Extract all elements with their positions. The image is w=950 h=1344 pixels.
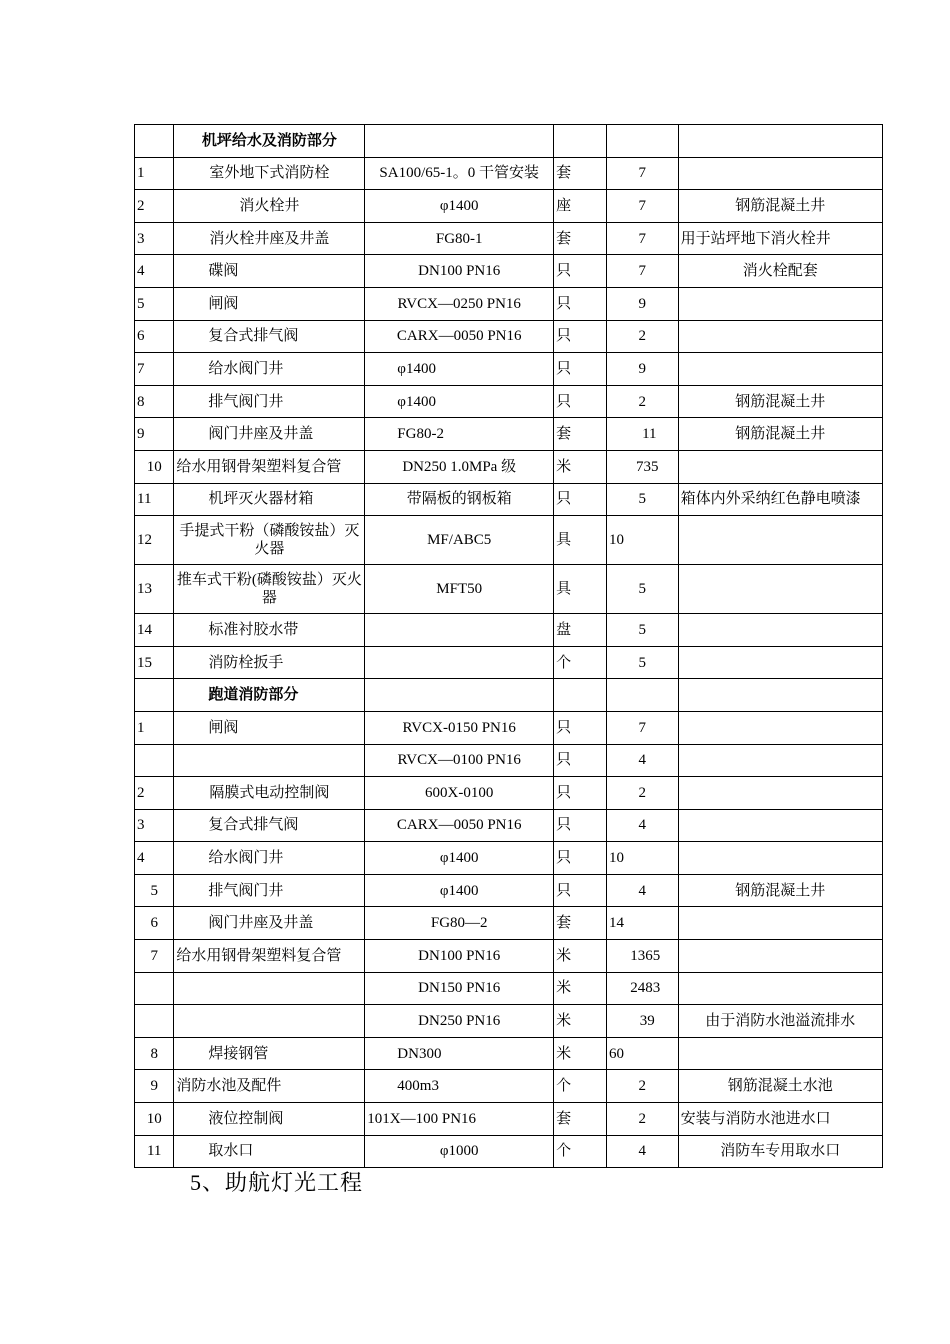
- item-name: 闸阀: [174, 287, 365, 320]
- table-row: [135, 418, 883, 451]
- section-title: 跑道消防部分: [174, 679, 365, 712]
- item-note: 钢筋混凝土井: [678, 385, 882, 418]
- qty-cell: [607, 679, 679, 712]
- item-quantity: 10: [607, 516, 679, 565]
- item-unit: 只: [554, 711, 607, 744]
- item-number: 5: [135, 874, 174, 907]
- item-number: 11: [135, 483, 174, 516]
- item-unit: 套: [554, 157, 607, 190]
- item-unit: 盘: [554, 614, 607, 647]
- item-number: 5: [135, 287, 174, 320]
- item-number: [135, 744, 174, 777]
- section-heading: 5、助航灯光工程: [190, 1170, 364, 1195]
- item-quantity: 7: [607, 190, 679, 223]
- item-spec: RVCX—0250 PN16: [365, 287, 554, 320]
- item-number: 2: [135, 190, 174, 223]
- table-row: [135, 777, 883, 810]
- table-row: [135, 255, 883, 288]
- item-number: 3: [135, 222, 174, 255]
- item-spec: DN250 PN16: [365, 1005, 554, 1038]
- item-name: 消火栓井: [174, 190, 365, 223]
- item-name: [174, 1005, 365, 1038]
- item-unit: 个: [554, 646, 607, 679]
- item-number: [135, 1005, 174, 1038]
- item-name: 给水阀门井: [174, 353, 365, 386]
- item-spec: φ1400: [365, 190, 554, 223]
- item-name: 隔膜式电动控制阀: [174, 777, 365, 810]
- item-number: 8: [135, 1037, 174, 1070]
- item-spec: [365, 646, 554, 679]
- item-unit: 套: [554, 222, 607, 255]
- item-unit: 只: [554, 385, 607, 418]
- item-name: 复合式排气阀: [174, 809, 365, 842]
- item-spec: FG80-1: [365, 222, 554, 255]
- item-unit: 只: [554, 744, 607, 777]
- item-note: [678, 614, 882, 647]
- item-quantity: 7: [607, 711, 679, 744]
- table-row: [135, 1135, 883, 1168]
- item-quantity: 2483: [607, 972, 679, 1005]
- item-note: 钢筋混凝土井: [678, 874, 882, 907]
- item-name: 碟阀: [174, 255, 365, 288]
- item-unit: 米: [554, 1005, 607, 1038]
- item-unit: 具: [554, 565, 607, 614]
- item-quantity: 5: [607, 646, 679, 679]
- item-note: 安装与消防水池进水口: [678, 1103, 882, 1136]
- item-spec: φ1400: [365, 385, 554, 418]
- item-number: 11: [135, 1135, 174, 1168]
- item-number: 1: [135, 711, 174, 744]
- table-row: [135, 450, 883, 483]
- item-number: 4: [135, 255, 174, 288]
- item-quantity: 4: [607, 744, 679, 777]
- table-row: [135, 222, 883, 255]
- item-unit: 米: [554, 972, 607, 1005]
- item-note: [678, 907, 882, 940]
- item-spec: MF/ABC5: [365, 516, 554, 565]
- item-note: 钢筋混凝土井: [678, 418, 882, 451]
- section-header-row: [135, 679, 883, 712]
- table-row: [135, 614, 883, 647]
- item-quantity: 2: [607, 1103, 679, 1136]
- item-name: 室外地下式消防栓: [174, 157, 365, 190]
- item-spec: DN150 PN16: [365, 972, 554, 1005]
- item-note: [678, 287, 882, 320]
- item-number: 15: [135, 646, 174, 679]
- item-spec: φ1000: [365, 1135, 554, 1168]
- item-note: [678, 940, 882, 973]
- no-cell: [135, 125, 174, 158]
- table-row: [135, 320, 883, 353]
- item-unit: 米: [554, 1037, 607, 1070]
- item-unit: 座: [554, 190, 607, 223]
- item-name: 阀门井座及井盖: [174, 907, 365, 940]
- item-note: [678, 1037, 882, 1070]
- item-spec: 600X-0100: [365, 777, 554, 810]
- table-row: [135, 646, 883, 679]
- no-cell: [135, 679, 174, 712]
- item-quantity: 5: [607, 565, 679, 614]
- item-number: 6: [135, 320, 174, 353]
- spec-cell: [365, 125, 554, 158]
- table-row: [135, 907, 883, 940]
- item-spec: RVCX-0150 PN16: [365, 711, 554, 744]
- section-title: 机坪给水及消防部分: [174, 125, 365, 158]
- item-number: 12: [135, 516, 174, 565]
- note-cell: [678, 125, 882, 158]
- item-quantity: 1365: [607, 940, 679, 973]
- item-name: 手提式干粉（磷酸铵盐）灭火器: [174, 516, 365, 565]
- item-name: 消防水池及配件: [174, 1070, 365, 1103]
- item-name: 机坪灭火器材箱: [174, 483, 365, 516]
- table-row: [135, 483, 883, 516]
- item-spec: φ1400: [365, 874, 554, 907]
- item-unit: 只: [554, 483, 607, 516]
- item-note: 消火栓配套: [678, 255, 882, 288]
- item-note: [678, 565, 882, 614]
- section-header-row: [135, 125, 883, 158]
- table-row: [135, 809, 883, 842]
- item-quantity: 7: [607, 255, 679, 288]
- item-note: [678, 450, 882, 483]
- item-note: [678, 744, 882, 777]
- table-row: [135, 711, 883, 744]
- item-note: [678, 711, 882, 744]
- item-quantity: 735: [607, 450, 679, 483]
- item-name: 消火栓井座及井盖: [174, 222, 365, 255]
- item-number: 6: [135, 907, 174, 940]
- item-number: 10: [135, 450, 174, 483]
- spec-cell: [365, 679, 554, 712]
- table-row: [135, 385, 883, 418]
- item-name: 消防栓扳手: [174, 646, 365, 679]
- item-name: [174, 972, 365, 1005]
- item-spec: 101X—100 PN16: [365, 1103, 554, 1136]
- item-quantity: 5: [607, 614, 679, 647]
- item-note: 用于站坪地下消火栓井: [678, 222, 882, 255]
- item-note: [678, 809, 882, 842]
- item-number: 9: [135, 418, 174, 451]
- item-number: 7: [135, 353, 174, 386]
- item-note: [678, 777, 882, 810]
- table-row: [135, 1037, 883, 1070]
- table-row: [135, 157, 883, 190]
- item-unit: 只: [554, 809, 607, 842]
- item-spec: MFT50: [365, 565, 554, 614]
- item-name: [174, 744, 365, 777]
- item-unit: 只: [554, 287, 607, 320]
- note-cell: [678, 679, 882, 712]
- item-unit: 只: [554, 874, 607, 907]
- item-number: 1: [135, 157, 174, 190]
- item-quantity: 4: [607, 809, 679, 842]
- item-unit: 米: [554, 450, 607, 483]
- item-unit: 具: [554, 516, 607, 565]
- item-name: 给水阀门井: [174, 842, 365, 875]
- item-spec: 带隔板的钢板箱: [365, 483, 554, 516]
- item-number: 4: [135, 842, 174, 875]
- item-unit: 个: [554, 1135, 607, 1168]
- item-name: 给水用钢骨架塑料复合管: [174, 450, 365, 483]
- item-quantity: 14: [607, 907, 679, 940]
- item-number: 13: [135, 565, 174, 614]
- item-name: 标准衬胶水带: [174, 614, 365, 647]
- item-number: 7: [135, 940, 174, 973]
- item-name: 阀门井座及井盖: [174, 418, 365, 451]
- item-note: 消防车专用取水口: [678, 1135, 882, 1168]
- item-unit: 套: [554, 418, 607, 451]
- item-quantity: 2: [607, 385, 679, 418]
- item-name: 给水用钢骨架塑料复合管: [174, 940, 365, 973]
- item-unit: 只: [554, 320, 607, 353]
- item-name: 闸阀: [174, 711, 365, 744]
- item-spec: φ1400: [365, 353, 554, 386]
- item-quantity: 4: [607, 874, 679, 907]
- equipment-table: [134, 124, 883, 1168]
- item-name: 液位控制阀: [174, 1103, 365, 1136]
- item-number: 10: [135, 1103, 174, 1136]
- table-row: [135, 940, 883, 973]
- item-number: 9: [135, 1070, 174, 1103]
- item-quantity: 2: [607, 320, 679, 353]
- table-row: [135, 1103, 883, 1136]
- item-spec: 400m3: [365, 1070, 554, 1103]
- item-name: 焊接钢管: [174, 1037, 365, 1070]
- item-name: 排气阀门井: [174, 874, 365, 907]
- table-row: [135, 1070, 883, 1103]
- item-quantity: 5: [607, 483, 679, 516]
- item-unit: 只: [554, 353, 607, 386]
- item-unit: 套: [554, 907, 607, 940]
- table-row: [135, 516, 883, 565]
- item-quantity: 4: [607, 1135, 679, 1168]
- item-quantity: 2: [607, 1070, 679, 1103]
- item-spec: RVCX—0100 PN16: [365, 744, 554, 777]
- item-spec: DN300: [365, 1037, 554, 1070]
- unit-cell: [554, 125, 607, 158]
- item-spec: [365, 614, 554, 647]
- item-quantity: 39: [607, 1005, 679, 1038]
- item-quantity: 60: [607, 1037, 679, 1070]
- item-number: 2: [135, 777, 174, 810]
- item-spec: φ1400: [365, 842, 554, 875]
- item-quantity: 7: [607, 157, 679, 190]
- item-spec: FG80-2: [365, 418, 554, 451]
- item-name: 取水口: [174, 1135, 365, 1168]
- table-row: [135, 744, 883, 777]
- item-unit: 只: [554, 777, 607, 810]
- table-row: [135, 1005, 883, 1038]
- item-unit: 只: [554, 255, 607, 288]
- qty-cell: [607, 125, 679, 158]
- item-note: [678, 353, 882, 386]
- item-unit: 套: [554, 1103, 607, 1136]
- table-row: [135, 565, 883, 614]
- item-spec: DN100 PN16: [365, 940, 554, 973]
- table-row: [135, 874, 883, 907]
- item-spec: SA100/65-1。0 干管安装: [365, 157, 554, 190]
- equipment-table-body: [135, 125, 883, 1168]
- item-quantity: 7: [607, 222, 679, 255]
- item-number: 14: [135, 614, 174, 647]
- item-spec: FG80—2: [365, 907, 554, 940]
- item-note: 钢筋混凝土水池: [678, 1070, 882, 1103]
- item-note: 箱体内外采纳红色静电喷漆: [678, 483, 882, 516]
- item-number: 8: [135, 385, 174, 418]
- item-number: [135, 972, 174, 1005]
- item-spec: CARX—0050 PN16: [365, 320, 554, 353]
- item-note: [678, 157, 882, 190]
- item-quantity: 10: [607, 842, 679, 875]
- unit-cell: [554, 679, 607, 712]
- item-note: [678, 646, 882, 679]
- table-row: [135, 972, 883, 1005]
- item-quantity: 9: [607, 287, 679, 320]
- item-unit: 个: [554, 1070, 607, 1103]
- table-row: [135, 842, 883, 875]
- item-quantity: 2: [607, 777, 679, 810]
- item-note: [678, 842, 882, 875]
- item-spec: DN100 PN16: [365, 255, 554, 288]
- item-name: 推车式干粉(磷酸铵盐）灭火器: [174, 565, 365, 614]
- item-spec: CARX—0050 PN16: [365, 809, 554, 842]
- item-unit: 只: [554, 842, 607, 875]
- table-row: [135, 353, 883, 386]
- item-note: 钢筋混凝土井: [678, 190, 882, 223]
- table-row: [135, 190, 883, 223]
- table-row: [135, 287, 883, 320]
- item-quantity: 9: [607, 353, 679, 386]
- item-name: 复合式排气阀: [174, 320, 365, 353]
- item-quantity: 11: [607, 418, 679, 451]
- item-note: 由于消防水池溢流排水: [678, 1005, 882, 1038]
- item-name: 排气阀门井: [174, 385, 365, 418]
- item-note: [678, 516, 882, 565]
- item-note: [678, 972, 882, 1005]
- item-number: 3: [135, 809, 174, 842]
- item-note: [678, 320, 882, 353]
- item-spec: DN250 1.0MPa 级: [365, 450, 554, 483]
- item-unit: 米: [554, 940, 607, 973]
